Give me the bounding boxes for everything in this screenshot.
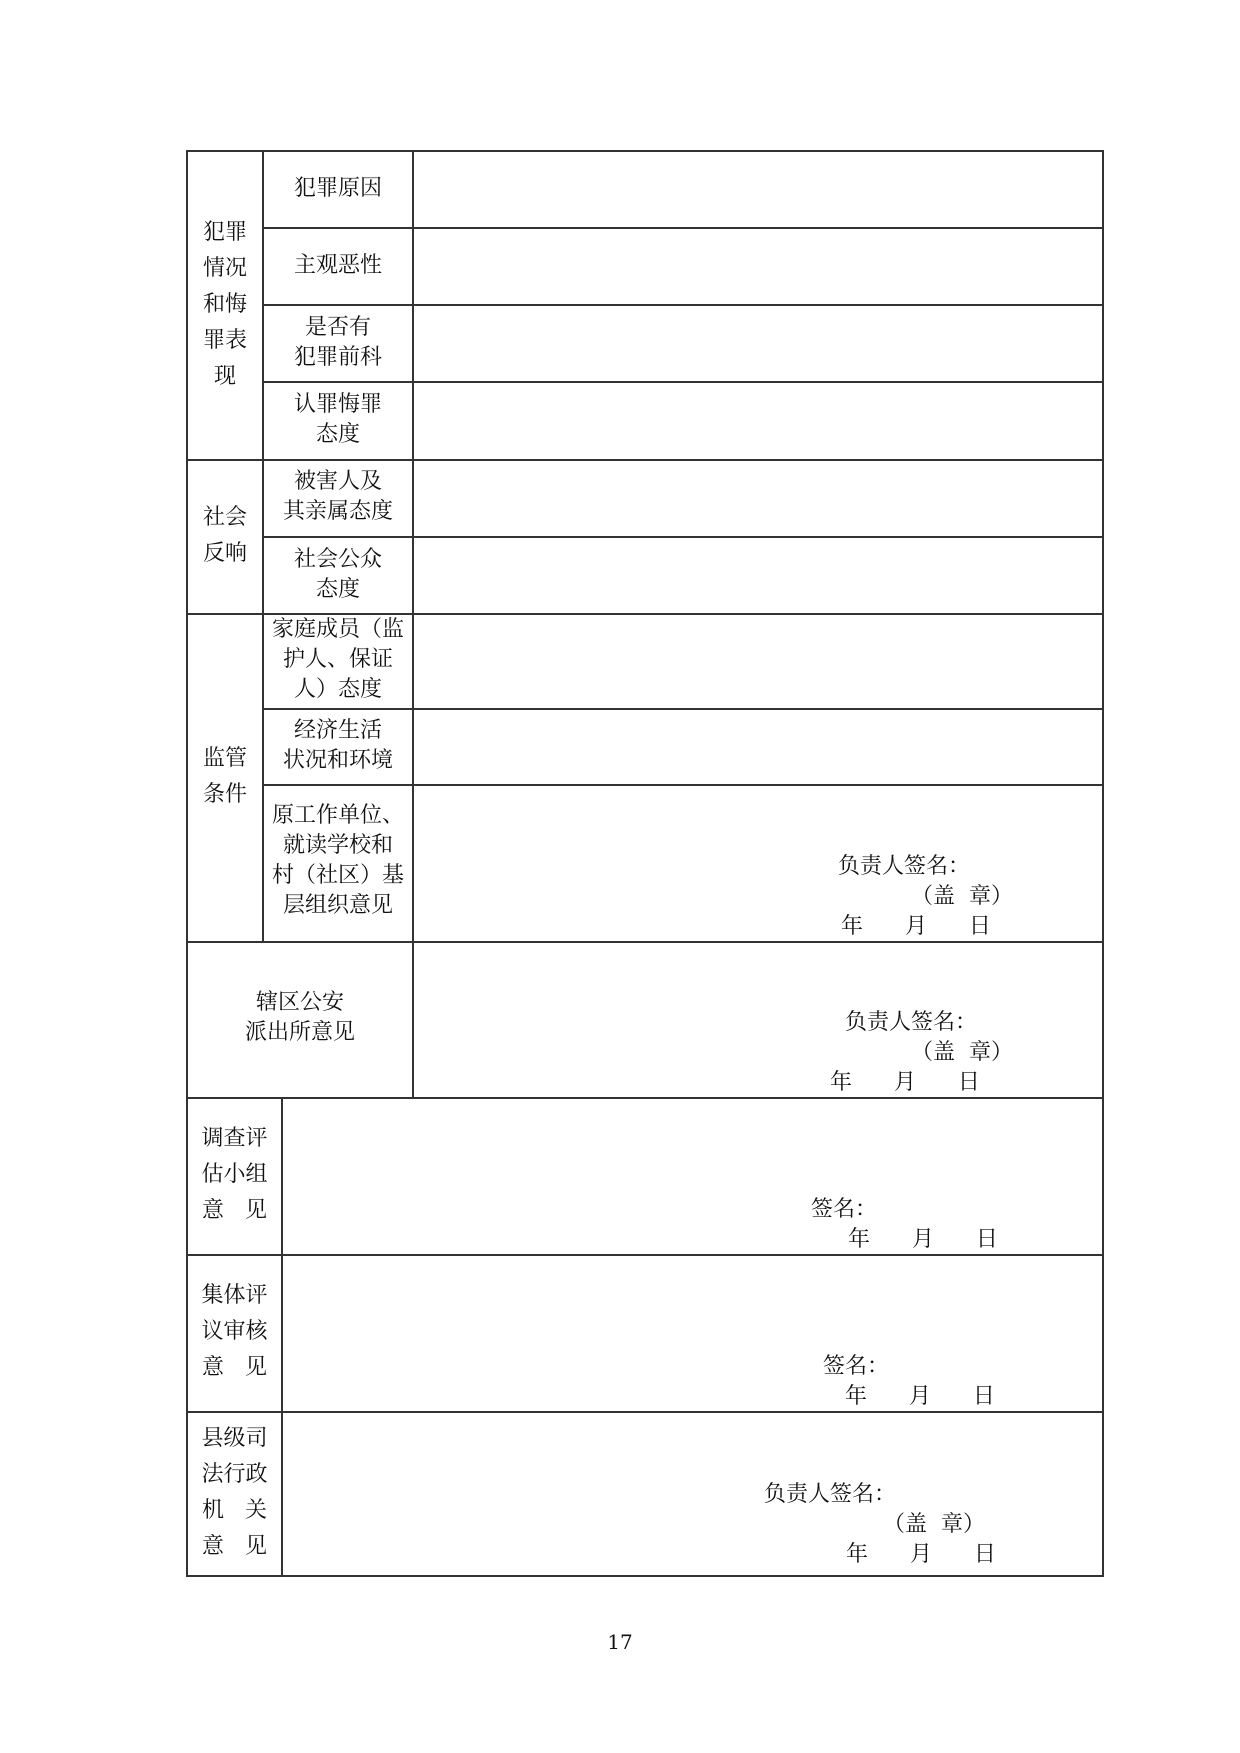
assessment-form-table: [186, 150, 1104, 1577]
row-label-family-attitude: 家庭成员（监 护人、保证 人）态度: [271, 617, 404, 702]
signer-label: 签名：: [823, 1354, 890, 1379]
section-label-judicial: 县级司 法行政 机 关 意 见: [201, 1426, 268, 1559]
date-label: 年 月 日: [845, 1384, 995, 1409]
seal-label: （盖 章）: [911, 1040, 1013, 1065]
seal-label: （盖 章）: [911, 884, 1013, 909]
row-divider: [262, 227, 1104, 229]
date-label: 年 月 日: [830, 1070, 980, 1095]
row-label-economic-status: 经济生活 状况和环境: [282, 718, 393, 773]
table-border-bottom: [186, 1575, 1104, 1577]
date-label: 年 月 日: [848, 1227, 998, 1252]
section-label-police: 辖区公安 派出所意见: [244, 990, 355, 1045]
signer-label: 负责人签名：: [764, 1482, 897, 1507]
row-label-subjective-malice: 主观恶性: [293, 253, 382, 278]
section-label-supervision: 监管 条件: [202, 746, 247, 807]
section-label-crime: 犯罪 情况 和悔 罪表 现: [202, 220, 247, 389]
row-label-victim-attitude: 被害人及 其亲属态度: [282, 469, 393, 524]
row-label-crime-cause: 犯罪原因: [293, 176, 382, 201]
row-label-criminal-record: 是否有 犯罪前科: [293, 315, 382, 370]
row-divider: [262, 304, 1104, 306]
row-divider: [262, 381, 1104, 383]
section-label-social: 社会 反响: [202, 505, 247, 566]
row-divider: [262, 784, 1104, 786]
row-divider: [262, 536, 1104, 538]
page-number: 17: [607, 1630, 633, 1654]
date-label: 年 月 日: [841, 914, 991, 939]
date-label: 年 月 日: [846, 1542, 996, 1567]
signer-label: 负责人签名：: [845, 1010, 978, 1035]
row-label-work-unit-opinion: 原工作单位、 就读学校和 村（社区）基 层组织意见: [271, 803, 404, 918]
section-label-review: 集体评 议审核 意 见: [201, 1283, 268, 1380]
table-border-top: [186, 150, 1104, 152]
signer-label: 负责人签名：: [838, 854, 971, 879]
table-border-right: [1102, 150, 1104, 1577]
seal-label: （盖 章）: [883, 1512, 985, 1537]
col-divider-3: [281, 1097, 283, 1575]
row-label-public-attitude: 社会公众 态度: [293, 547, 382, 602]
row-divider: [262, 708, 1104, 710]
row-divider: [186, 459, 1104, 461]
row-label-repentance-attitude: 认罪悔罪 态度: [293, 392, 382, 447]
signer-label: 签名：: [811, 1197, 878, 1222]
section-label-team: 调查评 估小组 意 见: [201, 1126, 268, 1223]
col-divider-2: [412, 150, 414, 1097]
